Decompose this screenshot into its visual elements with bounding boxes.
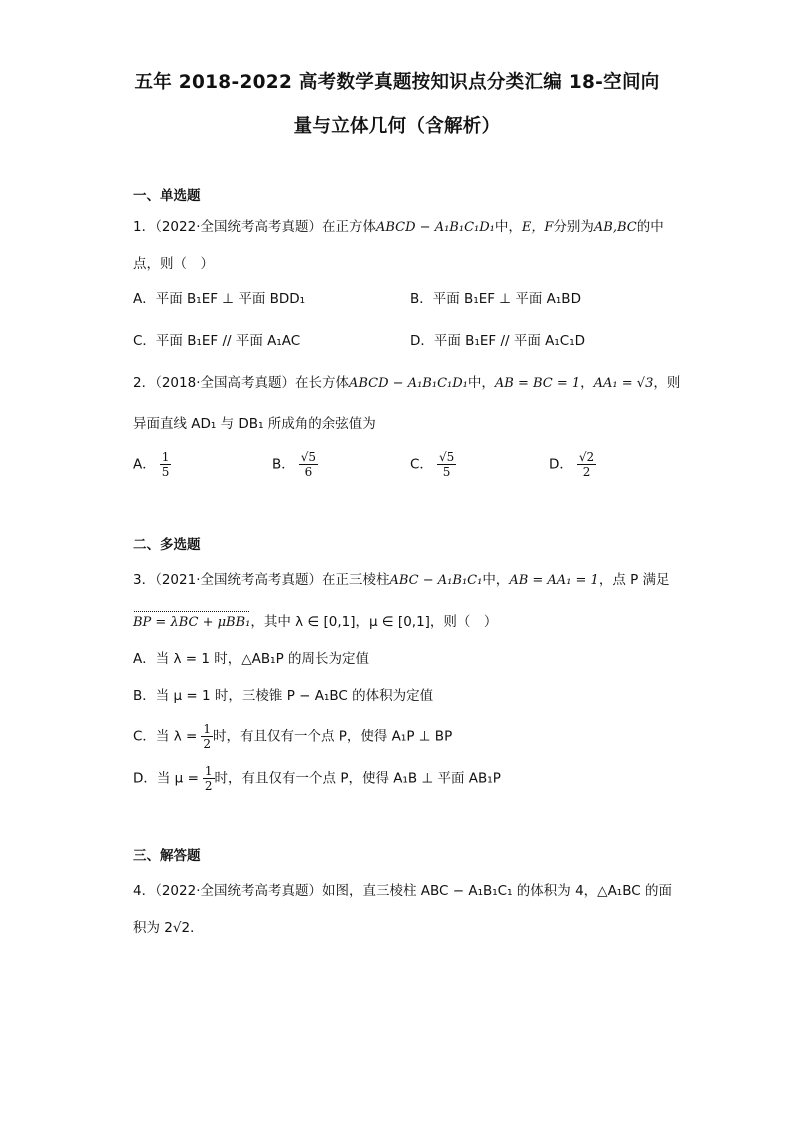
fraction-denominator: 5	[161, 465, 170, 479]
section-heading-single-choice: 一、单选题	[133, 188, 201, 204]
question-1-intro: 1．（2022·全国统考高考真题）在正方体	[133, 219, 376, 235]
question-1-stem-line-2: 点，则（ ）	[133, 256, 214, 272]
question-2-option-d-fraction	[577, 450, 596, 479]
question-1-cube: ABCD − A₁B₁C₁D₁	[376, 220, 495, 235]
question-3-tail: ，点 P 满足	[598, 572, 670, 588]
question-1-mid2: 分别为	[553, 219, 594, 235]
document-title-line-2: 量与立体几何（含解析）	[293, 116, 501, 137]
question-3-parameter-ranges: ，其中 λ ∈ [0,1]，μ ∈ [0,1]，则（ ）	[250, 614, 498, 630]
question-2-option-b-fraction	[299, 450, 318, 479]
question-3-option-c	[133, 722, 452, 751]
question-2-option-d-label: D．	[549, 456, 573, 473]
fraction-numerator: 1	[161, 450, 170, 464]
section-heading-problems: 三、解答题	[133, 848, 201, 864]
fraction-denominator: 2	[204, 779, 213, 793]
fraction-denominator: 5	[442, 465, 451, 479]
question-3-mid: 中，	[482, 572, 510, 588]
question-2-condition-2: AA₁ = √3	[593, 376, 654, 391]
fraction-numerator: √5	[300, 450, 317, 464]
document-title-line-1: 五年 2018-2022 高考数学真题按知识点分类汇编 18-空间向	[134, 72, 660, 93]
fraction-numerator: 1	[204, 764, 213, 778]
question-3-option-d-prefix: D．当 μ =	[133, 770, 199, 787]
section-heading-multiple-choice: 二、多选题	[133, 537, 201, 553]
fraction-numerator: √2	[578, 450, 595, 464]
question-2-stem-line-1	[133, 373, 680, 394]
question-1-option-c: C．平面 B₁EF // 平面 A₁AC	[133, 333, 301, 349]
question-3-intro: 3．（2021·全国统考高考真题）在正三棱柱	[133, 572, 390, 588]
question-3-option-d-suffix: 时，有且仅有一个点 P，使得 A₁B ⊥ 平面 AB₁P	[214, 770, 501, 787]
question-3-vector-equation: BP = λBC + μBB₁	[133, 613, 250, 633]
question-3-option-c-prefix: C．当 λ =	[133, 728, 198, 745]
question-3-option-d	[133, 764, 501, 793]
question-2-intro: 2．（2018·全国高考真题）在长方体	[133, 375, 349, 391]
fraction-numerator: 1	[203, 722, 211, 736]
fraction-denominator: 2	[582, 465, 591, 479]
question-2-option-b	[272, 450, 318, 479]
question-2-option-b-label: B．	[272, 456, 295, 473]
question-2-tail: ，则	[653, 375, 681, 391]
question-1-points: E，F	[521, 220, 554, 235]
fraction-numerator: √5	[438, 450, 455, 464]
question-3-option-c-fraction	[201, 722, 213, 751]
question-1-option-d: D．平面 B₁EF // 平面 A₁C₁D	[410, 333, 586, 349]
question-1-option-a: A．平面 B₁EF ⊥ 平面 BDD₁	[133, 291, 306, 307]
question-3-option-b: B．当 μ = 1 时，三棱锥 P − A₁BC 的体积为定值	[133, 688, 434, 704]
fraction-denominator: 2	[203, 737, 211, 751]
question-2-stem-line-2: 异面直线 AD₁ 与 DB₁ 所成角的余弦值为	[133, 416, 376, 432]
question-1-stem-line-1	[133, 217, 664, 238]
question-2-option-c-label: C．	[410, 456, 433, 473]
question-3-condition: AB = AA₁ = 1	[509, 573, 599, 588]
question-3-option-a: A．当 λ = 1 时，△AB₁P 的周长为定值	[133, 651, 370, 667]
question-2-option-a-fraction	[160, 450, 172, 479]
question-3-stem-line-1	[133, 570, 670, 591]
fraction-denominator: 6	[304, 465, 313, 479]
question-2-option-c	[410, 450, 456, 479]
question-3-prism: ABC − A₁B₁C₁	[389, 573, 483, 588]
question-3-option-c-suffix: 时，有且仅有一个点 P，使得 A₁P ⊥ BP	[212, 728, 453, 745]
question-4-stem-line-2: 积为 2√2．	[133, 920, 204, 936]
question-2-option-c-fraction	[437, 450, 456, 479]
question-1-segments: AB,BC	[593, 220, 637, 235]
question-2-option-a-label: A．	[133, 456, 156, 473]
question-1-option-b: B．平面 B₁EF ⊥ 平面 A₁BD	[410, 291, 581, 307]
question-2-option-a	[133, 450, 171, 479]
question-2-mid: 中，	[467, 375, 495, 391]
question-3-stem-line-2	[133, 612, 497, 633]
question-2-comma: ，	[580, 375, 594, 391]
question-4-stem-line-1: 4．（2022·全国统考高考真题）如图，直三棱柱 ABC − A₁B₁C₁ 的体积为 4，△A₁BC 的面	[133, 883, 672, 899]
question-2-option-d	[549, 450, 596, 479]
question-3-option-d-fraction	[203, 764, 215, 793]
question-1-tail: 的中	[636, 219, 664, 235]
question-2-box: ABCD − A₁B₁C₁D₁	[349, 376, 468, 391]
question-2-condition-1: AB = BC = 1	[494, 376, 581, 391]
question-1-mid: 中，	[494, 219, 522, 235]
